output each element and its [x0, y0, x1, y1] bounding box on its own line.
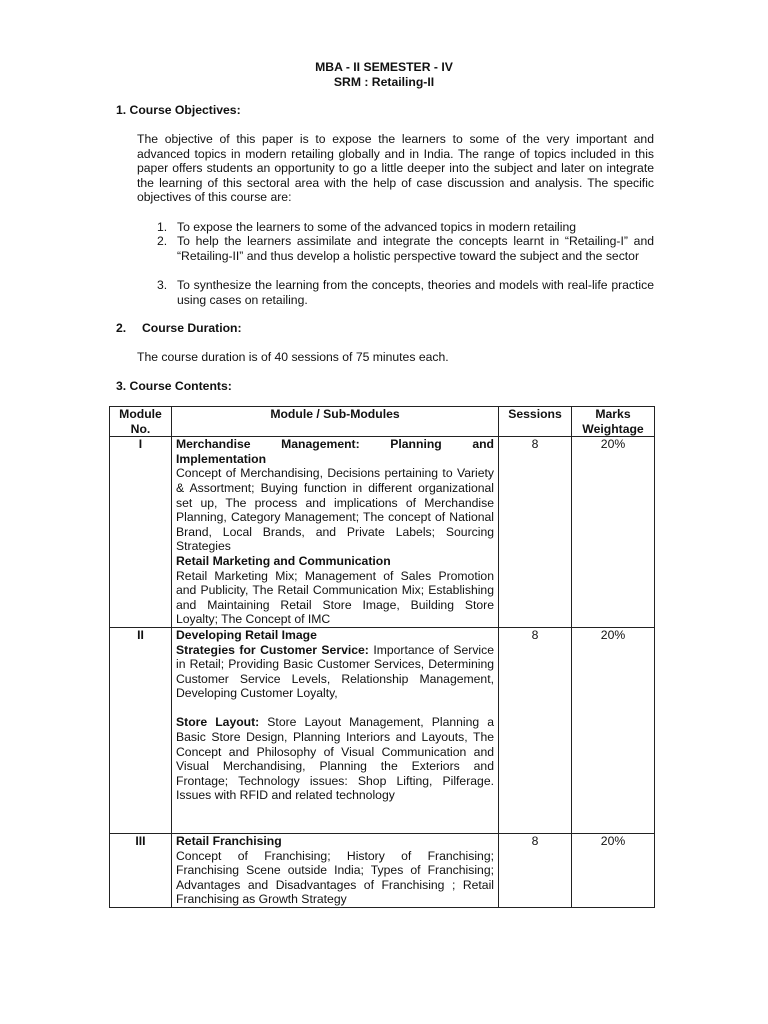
marks-weightage: 20% [572, 833, 655, 907]
objective-number: 1. [157, 220, 168, 234]
sessions-count: 8 [499, 833, 572, 907]
module-subtitle: Strategies for Customer Service: [176, 642, 369, 657]
module-content [172, 627, 499, 833]
module-number: I [110, 437, 172, 628]
section-1-heading: 1. Course Objectives: [116, 103, 241, 117]
objectives-intro: The objective of this paper is to expose the learners to some of the very important and advanced topics in modern retailing globally and in India. The range of topics included in this paper offers students an opportunity to go a little deeper into the subject and later on integrate the learning of this sectoral area with the help of case discussion and analysis. The specific objectives of this course are: [137, 132, 654, 205]
module-description: Retail Marketing Mix; Management of Sales Promotion and Publicity, The Retail Communication Mix; Establishing and Maintaining Retail Store Image, Building Store Loyalty; The Concept of IMC [176, 568, 494, 627]
section-3-heading: 3. Course Contents: [116, 379, 232, 393]
header-line-2: SRM : Retailing-II [333, 75, 435, 89]
table-row [110, 833, 655, 907]
course-duration-text: The course duration is of 40 sessions of 75 minutes each. [137, 350, 449, 364]
header-sessions: Sessions [499, 407, 572, 437]
objective-number: 2. [157, 234, 168, 248]
section-2-heading: Course Duration: [142, 321, 242, 335]
module-text: Importance of Service in Retail; Providing Basic Customer Services, Determining Customer Service Levels, Relationship Management, Developing Customer Loyalty, [176, 642, 494, 701]
module-title: Retail Franchising [176, 833, 282, 848]
module-title: Merchandise Management: Planning and Implementation [176, 437, 494, 466]
objective-number: 3. [157, 278, 168, 292]
objective-item: To synthesize the learning from the concepts, theories and models with real-life practice using cases on retailing. [177, 278, 654, 307]
module-content [172, 833, 499, 907]
module-description: Concept of Merchandising, Decisions pertaining to Variety & Assortment; Buying function in different organizational set up, The process and implications of Merchandise Planning, Category Management; The concept of National Brand, Local Brands, and Private Labels; Sourcing Strategies [176, 466, 494, 554]
sessions-count: 8 [499, 437, 572, 628]
module-subtitle: Store Layout: [176, 715, 260, 730]
header-submodules: Module / Sub-Modules [172, 407, 499, 437]
module-title: Retail Marketing and Communication [176, 553, 391, 568]
marks-weightage: 20% [572, 627, 655, 833]
objective-item: To help the learners assimilate and integrate the concepts learnt in “Retailing-I” and “Retailing-II” and thus develop a holistic perspective toward the subject and the sector [177, 234, 654, 263]
spacer [176, 701, 494, 716]
objective-item: To expose the learners to some of the advanced topics in modern retailing [177, 220, 577, 234]
module-description [176, 715, 494, 803]
table-row [110, 437, 655, 628]
module-number: II [110, 627, 172, 833]
module-text: Store Layout Management, Planning a Basic Store Design, Planning Interiors and Layouts, The Concept and Philosophy of Visual Communication and Visual Merchandising, Planning the Exteriors and Frontage; Technology issues: Shop Lifting, Pilferage. Issues with RFID and related technology [176, 715, 495, 803]
table-header-row [110, 407, 655, 437]
header-line-1: MBA - II SEMESTER - IV [315, 60, 453, 74]
marks-weightage: 20% [572, 437, 655, 628]
header-marks: Marks Weightage [572, 407, 655, 437]
module-number: III [110, 833, 172, 907]
course-contents-table [109, 406, 655, 908]
module-title: Developing Retail Image [176, 627, 317, 642]
table-row [110, 627, 655, 833]
section-2-number: 2. [116, 321, 127, 335]
module-content [172, 437, 499, 628]
module-description: Concept of Franchising; History of Franchising; Franchising Scene outside India; Types of Franchising; Advantages and Disadvantages of Franchising ; Retail Franchising as Growth Strategy [176, 848, 494, 907]
module-description [176, 643, 494, 701]
header-module-no: Module No. [110, 407, 172, 437]
sessions-count: 8 [499, 627, 572, 833]
